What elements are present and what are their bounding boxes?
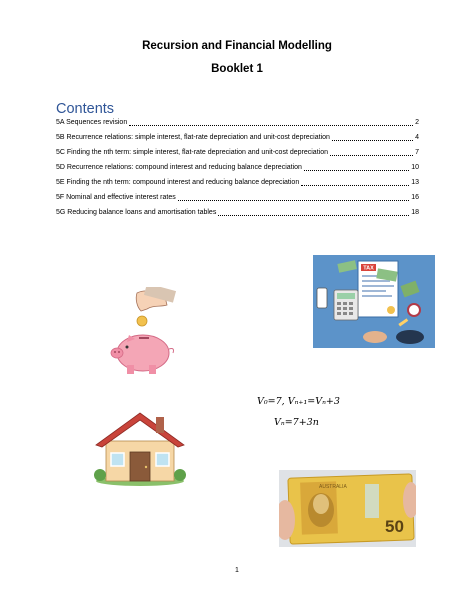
toc-entry[interactable] (56, 178, 419, 188)
banknote-icon (279, 470, 416, 547)
document-title: Recursion and Financial Modelling (142, 40, 332, 52)
toc-entry-label: 5F Nominal and effective interest rates (56, 194, 176, 201)
toc-entry-label: 5G Reducing balance loans and amortisation tables (56, 209, 217, 216)
piggy-bank-icon (105, 287, 183, 379)
booklet-label: Booklet 1 (211, 63, 263, 75)
recurrence-formula: V₀=7, Vₙ₊₁=Vₙ+3 (257, 396, 340, 407)
tax-label: TAX (363, 265, 374, 272)
banknote-country: AUSTRALIA (319, 484, 347, 490)
toc-entry-label: 5B Recurrence relations: simple interest, flat-rate depreciation and unit-cost depreciation (56, 134, 330, 141)
toc-entry[interactable] (56, 163, 419, 173)
toc-leader (332, 133, 413, 141)
toc-entry-page: 10 (411, 164, 419, 171)
toc-entry-page: 2 (415, 119, 419, 126)
toc-leader (178, 193, 409, 201)
toc-entry-page: 4 (415, 134, 419, 141)
toc-leader (301, 178, 409, 186)
toc-entry[interactable] (56, 133, 419, 143)
toc-entry[interactable] (56, 148, 419, 158)
toc-entry-label: 5D Recurrence relations: compound interest and reducing balance depreciation (56, 164, 302, 171)
toc-leader (218, 208, 409, 216)
toc-entry-label: 5A Sequences revision (56, 119, 128, 126)
toc-entry-page: 18 (411, 209, 419, 216)
contents-heading: Contents (56, 101, 115, 117)
toc-entry-page: 13 (411, 179, 419, 186)
nth-term-formula: Vₙ=7+3n (274, 417, 319, 428)
banknote-value: 50 (385, 517, 404, 536)
toc-entry[interactable] (56, 118, 419, 128)
toc-entry-label: 5C Finding the nth term: simple interest, flat-rate depreciation and unit-cost depreciation (56, 149, 328, 156)
toc-entry[interactable] (56, 208, 419, 218)
toc-entry-label: 5E Finding the nth term: compound interest and reducing balance depreciation (56, 179, 300, 186)
page-number: 1 (235, 567, 239, 574)
toc-entry-page: 7 (415, 149, 419, 156)
toc-leader (304, 163, 409, 171)
toc-leader (129, 118, 413, 126)
toc-entry-page: 16 (411, 194, 419, 201)
toc-entry[interactable] (56, 193, 419, 203)
toc-leader (330, 148, 413, 156)
tax-form-icon (313, 255, 435, 348)
house-icon (94, 409, 186, 486)
